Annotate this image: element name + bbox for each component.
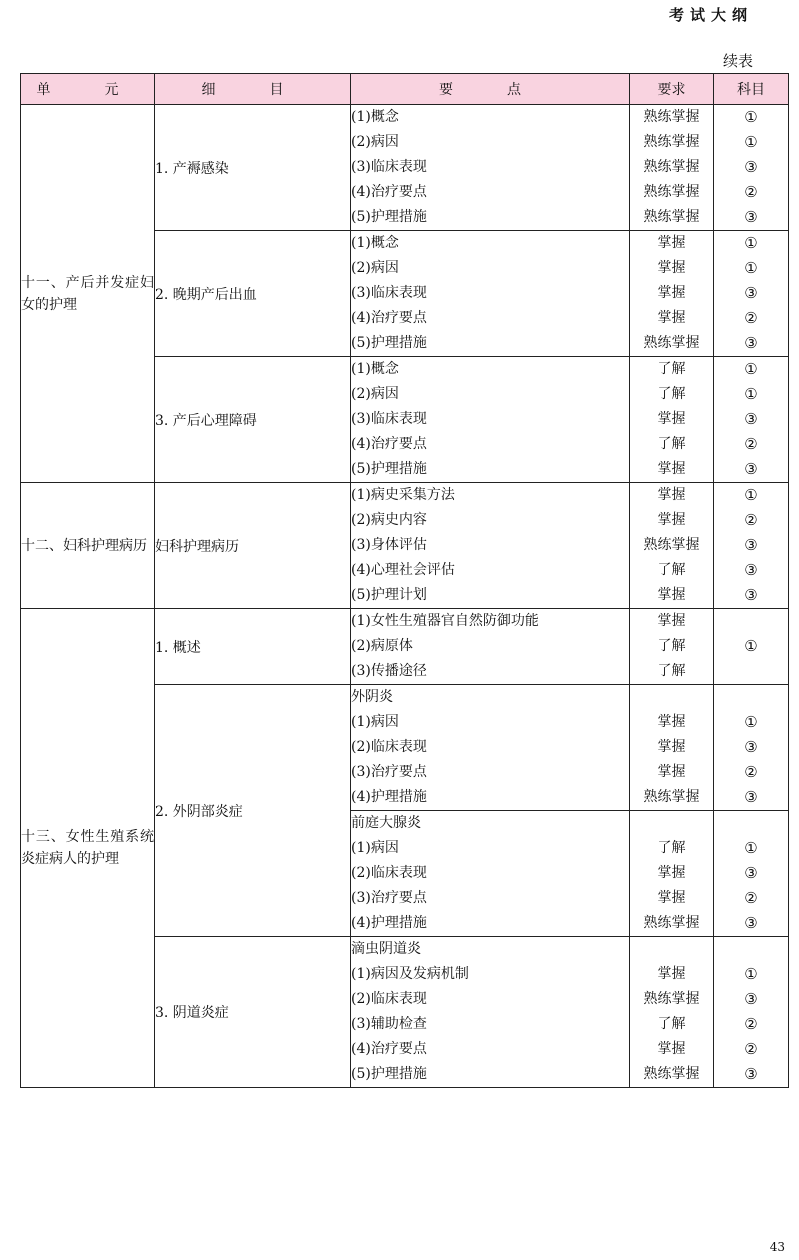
requirement-text: 掌握 (657, 1041, 686, 1057)
requirement-cell (630, 937, 714, 1088)
subject-mark: ③ (744, 561, 758, 579)
requirement-text: 掌握 (657, 260, 686, 276)
requirement-text: 掌握 (657, 890, 686, 906)
point-line: (5)护理措施 (351, 209, 427, 225)
point-line: (3)临床表现 (351, 285, 427, 301)
point-line: (4)治疗要点 (351, 184, 427, 200)
point-line: (4)护理措施 (351, 789, 427, 805)
requirement-text: 掌握 (657, 235, 686, 251)
point-line: (4)治疗要点 (351, 436, 427, 452)
points-cell (351, 811, 630, 937)
subject-mark (714, 811, 788, 836)
requirement-text: 了解 (657, 361, 686, 377)
subject-mark: ② (744, 763, 758, 781)
subject-cell (714, 937, 789, 1088)
requirement-text: 了解 (657, 840, 686, 856)
subject-mark: ② (744, 435, 758, 453)
point-line: (5)护理措施 (351, 335, 427, 351)
subject-cell (714, 105, 789, 231)
col-header-subject: 科目 (714, 74, 789, 105)
table-row (21, 105, 789, 231)
subject-mark: ② (744, 889, 758, 907)
requirement-text: 熟练掌握 (643, 209, 700, 225)
subject-cell (714, 811, 789, 937)
point-line: (2)病因 (351, 386, 399, 402)
requirement-text: 熟练掌握 (643, 1066, 700, 1082)
requirement-text: 掌握 (657, 739, 686, 755)
point-line: (1)病因及发病机制 (351, 966, 469, 982)
unit-cell: 十一、产后并发症妇女的护理 (21, 105, 155, 483)
requirement-text: 熟练掌握 (643, 789, 700, 805)
point-line: 滴虫阴道炎 (351, 941, 421, 957)
subject-mark (714, 685, 788, 710)
point-line: (2)病因 (351, 260, 399, 276)
requirement-text: 掌握 (657, 587, 686, 603)
point-line: (3)治疗要点 (351, 890, 427, 906)
subject-mark: ③ (744, 914, 758, 932)
point-line: (2)病史内容 (351, 512, 427, 528)
subject-mark: ③ (744, 284, 758, 302)
point-line: (2)临床表现 (351, 865, 427, 881)
point-line: (5)护理措施 (351, 461, 427, 477)
point-line: (1)概念 (351, 235, 399, 251)
subject-mark: ③ (744, 990, 758, 1008)
requirement-text: 熟练掌握 (643, 109, 700, 125)
subject-mark: ① (744, 713, 758, 731)
requirement-cell (630, 609, 714, 685)
point-line: (2)病因 (351, 134, 399, 150)
point-line: (1)病因 (351, 714, 399, 730)
subject-mark: ① (744, 234, 758, 252)
point-line: (3)治疗要点 (351, 764, 427, 780)
requirement-text: 掌握 (657, 865, 686, 881)
requirement-text: 掌握 (657, 461, 686, 477)
item-cell: 1. 概述 (155, 609, 351, 685)
requirement-text: 熟练掌握 (643, 184, 700, 200)
subject-mark: ③ (744, 460, 758, 478)
requirement-text: 掌握 (657, 966, 686, 982)
running-header: 考试大纲 (668, 6, 753, 24)
requirement-cell (630, 811, 714, 937)
requirement-text (630, 685, 713, 710)
point-line: 前庭大腺炎 (351, 815, 421, 831)
unit-cell: 十二、妇科护理病历 (21, 483, 155, 609)
item-cell: 1. 产褥感染 (155, 105, 351, 231)
point-line: (3)临床表现 (351, 159, 427, 175)
points-cell (351, 231, 630, 357)
item-cell: 2. 晚期产后出血 (155, 231, 351, 357)
point-line: (1)女性生殖器官自然防御功能 (351, 613, 539, 629)
item-cell: 妇科护理病历 (155, 483, 351, 609)
point-line: (3)辅助检查 (351, 1016, 427, 1032)
point-line: (3)临床表现 (351, 411, 427, 427)
col-header-point: 要 点 (351, 74, 630, 105)
requirement-text: 掌握 (657, 310, 686, 326)
col-header-unit: 单 元 (21, 74, 155, 105)
requirement-text (630, 811, 713, 836)
subject-mark: ② (744, 1015, 758, 1033)
subject-mark: ① (744, 965, 758, 983)
requirement-text: 掌握 (657, 764, 686, 780)
point-line: (1)病因 (351, 840, 399, 856)
item-cell: 3. 产后心理障碍 (155, 357, 351, 483)
subject-mark (714, 937, 788, 962)
points-cell (351, 483, 630, 609)
subject-mark: ① (744, 385, 758, 403)
table-header-row (21, 74, 789, 105)
unit-cell: 十三、女性生殖系统炎症病人的护理 (21, 609, 155, 1088)
requirement-text: 熟练掌握 (643, 537, 700, 553)
subject-cell (714, 357, 789, 483)
subject-mark: ① (744, 637, 758, 655)
requirement-text: 了解 (657, 663, 686, 679)
requirement-text: 了解 (657, 386, 686, 402)
point-line: (4)心理社会评估 (351, 562, 455, 578)
subject-mark: ② (744, 309, 758, 327)
requirement-cell (630, 105, 714, 231)
point-line: (5)护理措施 (351, 1066, 427, 1082)
point-line: (1)概念 (351, 109, 399, 125)
requirement-text: 了解 (657, 562, 686, 578)
subject-mark: ③ (744, 158, 758, 176)
point-line: (2)临床表现 (351, 739, 427, 755)
syllabus-table (20, 73, 789, 1088)
subject-mark: ② (744, 511, 758, 529)
subject-mark: ① (744, 259, 758, 277)
requirement-text: 掌握 (657, 285, 686, 301)
requirement-text: 掌握 (657, 487, 686, 503)
item-cell: 3. 阴道炎症 (155, 937, 351, 1088)
subject-mark: ③ (744, 864, 758, 882)
requirement-text: 了解 (657, 436, 686, 452)
subject-mark: ① (744, 839, 758, 857)
col-header-item: 细 目 (155, 74, 351, 105)
subject-mark: ② (744, 183, 758, 201)
subject-cell (714, 685, 789, 811)
requirement-text: 掌握 (657, 411, 686, 427)
point-line: (2)临床表现 (351, 991, 427, 1007)
point-line: (2)病原体 (351, 638, 413, 654)
requirement-text (630, 937, 713, 962)
requirement-text: 熟练掌握 (643, 915, 700, 931)
point-line: (5)护理计划 (351, 587, 427, 603)
table-row (21, 609, 789, 685)
subject-mark: ① (744, 133, 758, 151)
subject-mark: ③ (744, 738, 758, 756)
subject-cell (714, 483, 789, 609)
subject-mark: ① (744, 108, 758, 126)
requirement-cell (630, 483, 714, 609)
requirement-text: 了解 (657, 1016, 686, 1032)
subject-mark: ③ (744, 536, 758, 554)
page-number: 43 (769, 1240, 785, 1254)
point-line: 外阴炎 (351, 689, 393, 705)
point-line: (4)治疗要点 (351, 1041, 427, 1057)
points-cell (351, 105, 630, 231)
item-cell: 2. 外阴部炎症 (155, 685, 351, 937)
point-line: (3)传播途径 (351, 663, 427, 679)
requirement-text: 熟练掌握 (643, 159, 700, 175)
requirement-text: 掌握 (657, 714, 686, 730)
subject-mark: ① (744, 360, 758, 378)
point-line: (1)概念 (351, 361, 399, 377)
continued-label: 续表 (722, 52, 753, 70)
points-cell (351, 609, 630, 685)
subject-mark: ③ (744, 334, 758, 352)
requirement-text: 掌握 (657, 512, 686, 528)
requirement-cell (630, 357, 714, 483)
subject-cell (714, 231, 789, 357)
subject-mark: ③ (744, 1065, 758, 1083)
points-cell (351, 937, 630, 1088)
subject-mark: ③ (744, 208, 758, 226)
requirement-text: 熟练掌握 (643, 335, 700, 351)
point-line: (4)护理措施 (351, 915, 427, 931)
subject-mark: ③ (744, 410, 758, 428)
subject-mark: ② (744, 1040, 758, 1058)
subject-mark: ③ (744, 788, 758, 806)
requirement-cell (630, 231, 714, 357)
requirement-text: 熟练掌握 (643, 991, 700, 1007)
point-line: (4)治疗要点 (351, 310, 427, 326)
table-body (21, 105, 789, 1088)
subject-mark: ① (744, 486, 758, 504)
points-cell (351, 685, 630, 811)
requirement-text: 熟练掌握 (643, 134, 700, 150)
point-line: (3)身体评估 (351, 537, 427, 553)
subject-mark: ③ (744, 586, 758, 604)
col-header-req: 要求 (630, 74, 714, 105)
requirement-text: 掌握 (657, 613, 686, 629)
requirement-cell (630, 685, 714, 811)
requirement-text: 了解 (657, 638, 686, 654)
table-row (21, 483, 789, 609)
subject-cell (714, 609, 789, 685)
points-cell (351, 357, 630, 483)
point-line: (1)病史采集方法 (351, 487, 455, 503)
